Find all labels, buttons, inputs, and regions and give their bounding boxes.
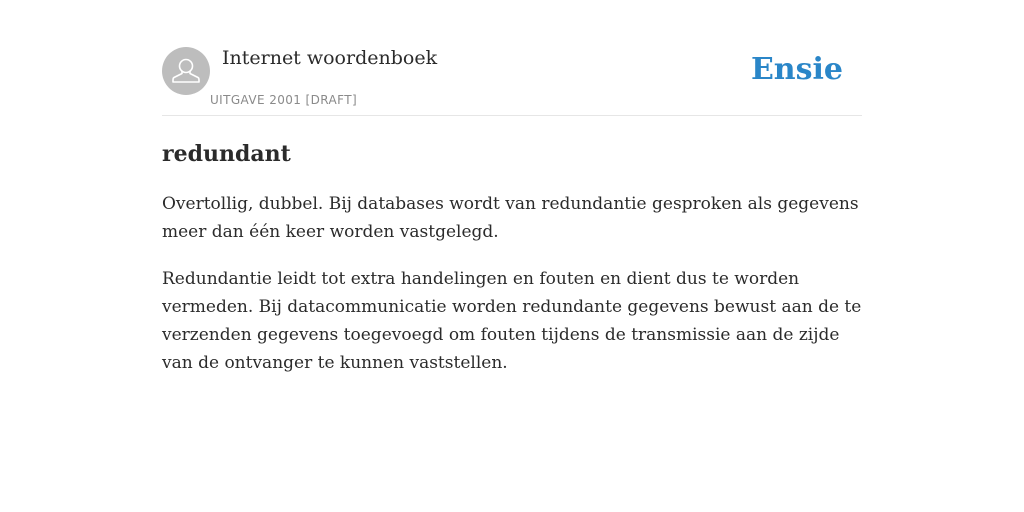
user-icon (162, 47, 210, 95)
brand-logo[interactable]: Ensie (750, 52, 843, 87)
avatar[interactable] (162, 47, 210, 95)
site-title[interactable]: Internet woordenboek (222, 47, 438, 69)
entry-paragraph: Redundantie leidt tot extra handelingen en fouten en dient dus te worden vermeden. Bij datacommunicatie worden redundante gegevens bewust aan de te verzenden gegevens toegevoegd om fouten tijdens de transmissie aan de zijde van de ontvanger te kunnen vaststellen. (162, 269, 862, 373)
entry-paragraph: Overtollig, dubbel. Bij databases wordt van redundantie gesproken als gegevens meer dan één keer worden vastgelegd. (162, 194, 859, 242)
page-header (162, 46, 862, 116)
edition-label: UITGAVE 2001 [DRAFT] (210, 93, 358, 107)
entry-content (162, 139, 862, 396)
entry-term: redundant (162, 141, 291, 167)
